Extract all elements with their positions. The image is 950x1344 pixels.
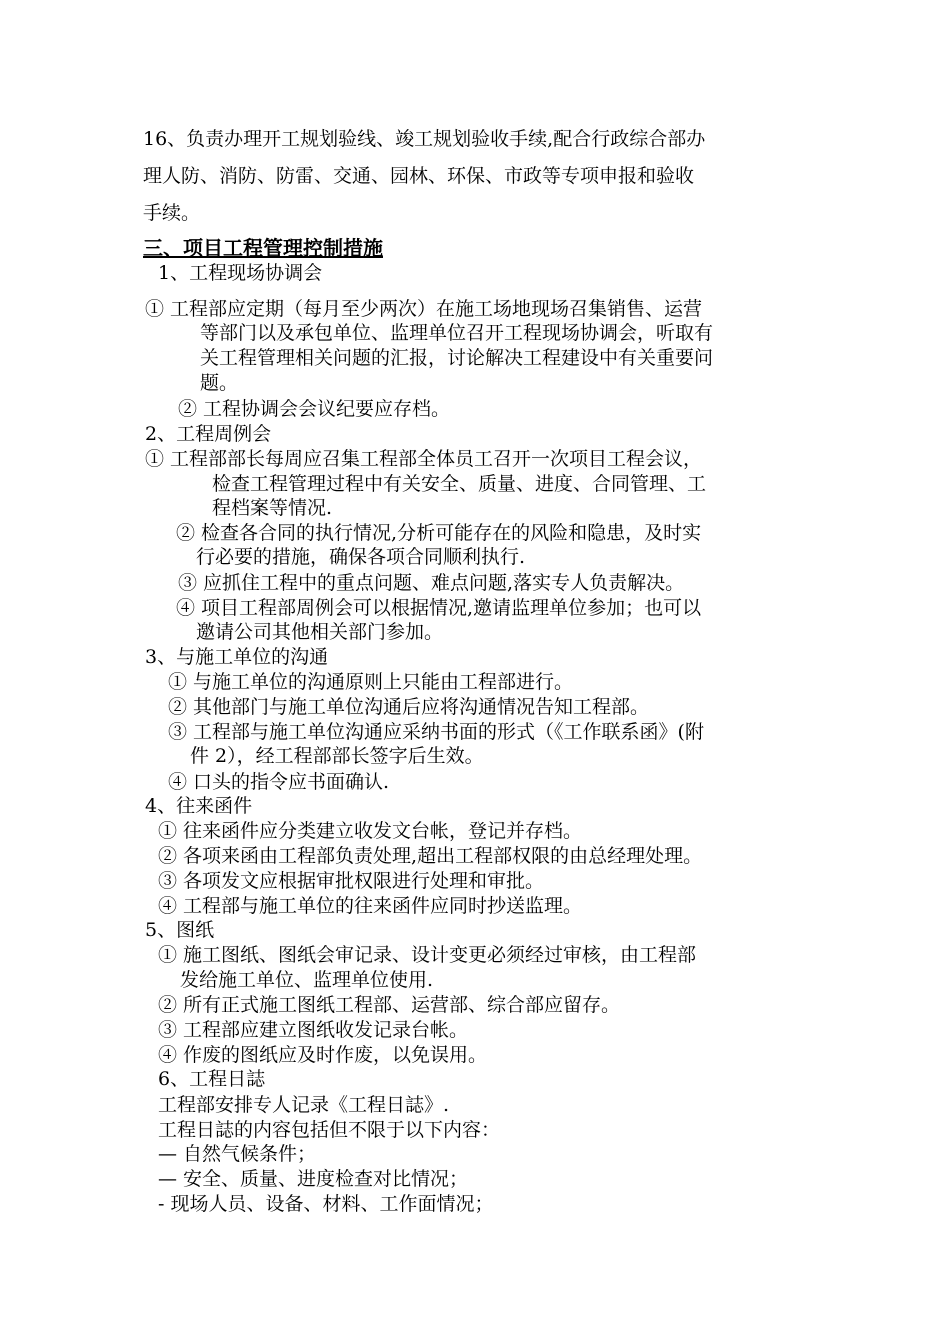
s6-line3: — 自然气候条件；: [158, 1143, 317, 1165]
s2-item2-line1: ② 检查各合同的执行情况,分析可能存在的风险和隐患，及时实: [176, 522, 702, 544]
section-heading: 三、项目工程管理控制措施: [143, 236, 383, 260]
s1-item2: ② 工程协调会会议纪要应存档。: [178, 398, 451, 420]
s2-item2-line2: 行必要的措施，确保各项合同顺利执行.: [196, 546, 526, 568]
s4-item1: ① 往来函件应分类建立收发文台帐，登记并存档。: [158, 820, 583, 842]
s5-item1-line2: 发给施工单位、监理单位使用.: [180, 969, 434, 991]
s4-item3: ③ 各项发文应根据审批权限进行处理和审批。: [158, 870, 545, 892]
s4-title: 4、往来函件: [145, 795, 253, 817]
s3-item4: ④ 口头的指令应书面确认.: [168, 771, 390, 793]
s5-item4: ④ 作废的图纸应及时作废，以免误用。: [158, 1044, 488, 1066]
s5-item3: ③ 工程部应建立图纸收发记录台帐。: [158, 1019, 469, 1041]
s5-item1-line1: ① 施工图纸、图纸会审记录、设计变更必须经过审核，由工程部: [158, 944, 697, 966]
s6-line2: 工程日誌的内容包括但不限于以下内容：: [158, 1119, 501, 1141]
s6-line4: — 安全、质量、进度检查对比情况；: [158, 1168, 469, 1190]
s2-item1-line1: ① 工程部部长每周应召集工程部全体员工召开一次项目工程会议，: [145, 448, 703, 470]
s2-item3: ③ 应抓住工程中的重点问题、难点问题,落实专人负责解决。: [178, 572, 685, 594]
s2-item4-line1: ④ 项目工程部周例会可以根据情况,邀请监理单位参加；也可以: [176, 597, 702, 619]
intro-line-1: 16、负责办理开工规划验线、竣工规划验收手续,配合行政综合部办: [143, 128, 706, 150]
s2-title: 2、工程周例会: [145, 423, 272, 445]
s4-item2: ② 各项来函由工程部负责处理,超出工程部权限的由总经理处理。: [158, 845, 703, 867]
s3-title: 3、与施工单位的沟通: [145, 646, 329, 668]
s1-item1-line3: 关工程管理相关问题的汇报，讨论解决工程建设中有关重要问: [200, 347, 714, 369]
s5-item2: ② 所有正式施工图纸工程部、运营部、综合部应留存。: [158, 994, 621, 1016]
s6-title: 6、工程日誌: [158, 1068, 266, 1090]
s1-item1-line4: 题。: [200, 372, 239, 394]
s1-item1-line2: 等部门以及承包单位、监理单位召开工程现场协调会，听取有: [200, 322, 714, 344]
s6-line5: - 现场人员、设备、材料、工作面情况；: [158, 1193, 494, 1215]
s1-item1-line1: ① 工程部应定期（每月至少两次）在施工场地现场召集销售、运营: [145, 298, 703, 320]
s4-item4: ④ 工程部与施工单位的往来函件应同时抄送监理。: [158, 895, 583, 917]
s6-line1: 工程部安排专人记录《工程日誌》.: [158, 1094, 450, 1116]
s2-item1-line3: 程档案等情况.: [212, 497, 333, 519]
intro-line-2: 理人防、消防、防雷、交通、园林、环保、市政等专项申报和验收: [143, 165, 695, 187]
s1-title: 1、工程现场协调会: [158, 262, 323, 284]
s3-item3-line1: ③ 工程部与施工单位沟通应采纳书面的形式（《工作联系函》(附: [168, 721, 704, 743]
s3-item2: ② 其他部门与施工单位沟通后应将沟通情况告知工程部。: [168, 696, 650, 718]
s3-item1: ① 与施工单位的沟通原则上只能由工程部进行。: [168, 671, 574, 693]
s2-item1-line2: 检查工程管理过程中有关安全、质量、进度、合同管理、工: [212, 473, 707, 495]
intro-line-3: 手续。: [143, 202, 201, 224]
s3-item3-line2: 件 2），经工程部部长签字后生效。: [190, 745, 484, 767]
s2-item4-line2: 邀请公司其他相关部门参加。: [196, 621, 444, 643]
s5-title: 5、图纸: [145, 919, 215, 941]
